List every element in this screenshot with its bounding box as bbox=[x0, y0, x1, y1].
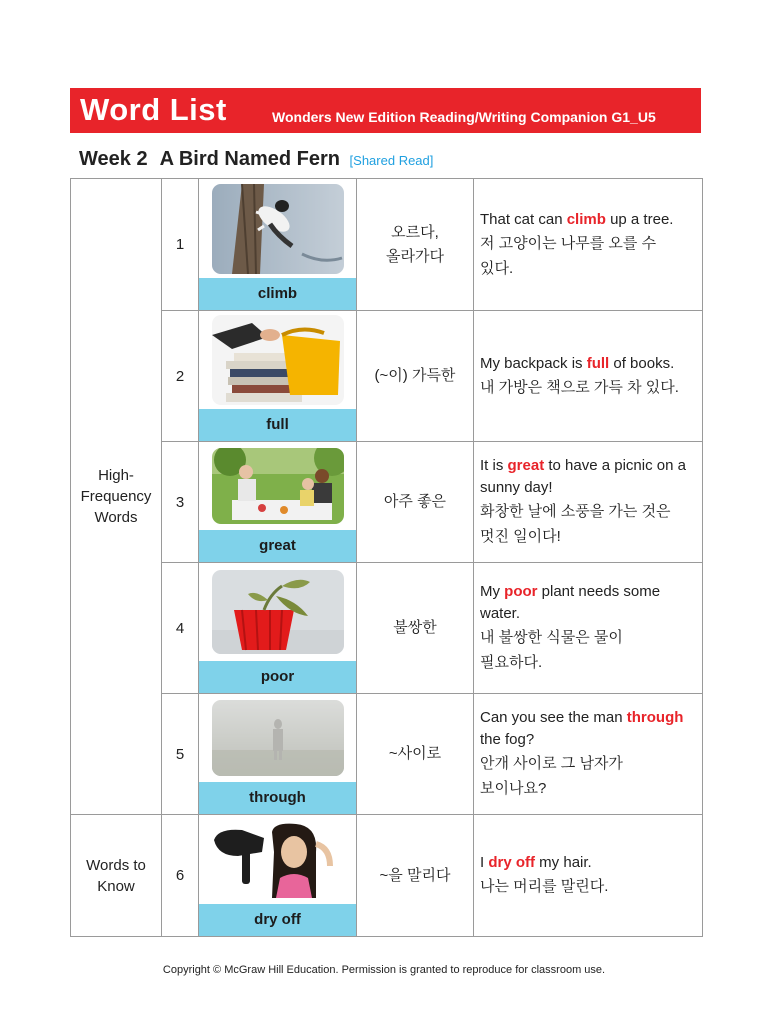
table-row bbox=[71, 694, 703, 815]
korean-meaning: ~사이로 bbox=[357, 694, 474, 815]
word-label: through bbox=[199, 782, 356, 814]
table-row bbox=[71, 311, 703, 442]
word-label: poor bbox=[199, 661, 356, 693]
korean-meaning: 아주 좋은 bbox=[357, 442, 474, 563]
example-sentence-cell bbox=[474, 815, 703, 937]
example-sentence-cell bbox=[474, 694, 703, 815]
copyright-footer: Copyright © McGraw Hill Education. Permission is granted to reproduce for classroom use. bbox=[162, 964, 606, 976]
table-row bbox=[71, 563, 703, 694]
man-in-fog-photo bbox=[212, 700, 344, 776]
category-high-frequency: High- Frequency Words bbox=[71, 179, 162, 815]
girl-hair-dryer-photo bbox=[212, 822, 344, 898]
korean-sentence: 화창한 날에 소풍을 가는 것은 멋진 일이다! bbox=[480, 503, 671, 545]
word-image-cell bbox=[199, 563, 357, 694]
backpack-books-photo bbox=[212, 315, 344, 405]
korean-sentence: 나는 머리를 말린다. bbox=[480, 878, 609, 895]
word-image-cell bbox=[199, 694, 357, 815]
korean-sentence: 내 불쌍한 식물은 물이 필요하다. bbox=[480, 629, 623, 671]
header-banner bbox=[70, 88, 701, 133]
wilted-plant-photo bbox=[212, 570, 344, 654]
korean-sentence: 저 고양이는 나무를 오를 수 있다. bbox=[480, 234, 657, 277]
page-subtitle: Wonders New Edition Reading/Writing Companion G1_U5 bbox=[272, 109, 656, 125]
korean-sentence: 안개 사이로 그 남자가 보이나요? bbox=[480, 755, 623, 797]
row-number: 6 bbox=[162, 815, 199, 937]
table-row bbox=[71, 442, 703, 563]
english-sentence: That cat can climb up a tree. bbox=[480, 210, 674, 228]
korean-sentence: 내 가방은 책으로 가득 차 있다. bbox=[480, 378, 679, 396]
example-sentence-cell bbox=[474, 311, 703, 442]
row-number: 4 bbox=[162, 563, 199, 694]
shared-read-tag: [Shared Read] bbox=[349, 153, 434, 168]
cat-climbing-tree-photo bbox=[212, 184, 344, 274]
week-label: Week 2 bbox=[79, 148, 148, 170]
table-row bbox=[71, 179, 703, 311]
story-title: A Bird Named Fern bbox=[159, 148, 340, 170]
korean-meaning: (~이) 가득한 bbox=[357, 311, 474, 442]
word-label: dry off bbox=[199, 904, 356, 936]
category-words-to-know: Words to Know bbox=[71, 815, 162, 937]
table-row bbox=[71, 815, 703, 937]
word-image-cell bbox=[199, 815, 357, 937]
row-number: 1 bbox=[162, 179, 199, 311]
english-sentence: I dry off my hair. bbox=[480, 854, 592, 871]
english-sentence: Can you see the man through the fog? bbox=[480, 709, 684, 748]
row-number: 3 bbox=[162, 442, 199, 563]
korean-meaning: ~을 말리다 bbox=[357, 815, 474, 937]
example-sentence-cell bbox=[474, 179, 703, 311]
word-label: great bbox=[199, 530, 356, 562]
korean-meaning: 불쌍한 bbox=[357, 563, 474, 694]
row-number: 2 bbox=[162, 311, 199, 442]
family-picnic-photo bbox=[212, 448, 344, 524]
english-sentence: It is great to have a picnic on a sunny day! bbox=[480, 457, 686, 496]
word-image-cell bbox=[199, 179, 357, 311]
page-title: Word List bbox=[80, 92, 227, 127]
english-sentence: My backpack is full of books. bbox=[480, 354, 675, 372]
example-sentence-cell bbox=[474, 563, 703, 694]
english-sentence: My poor plant needs some water. bbox=[480, 583, 661, 622]
word-label: full bbox=[199, 409, 356, 441]
word-table bbox=[70, 178, 703, 937]
word-image-cell bbox=[199, 442, 357, 563]
lesson-heading bbox=[79, 148, 433, 171]
korean-meaning: 오르다, 올라가다 bbox=[357, 179, 474, 311]
row-number: 5 bbox=[162, 694, 199, 815]
word-image-cell bbox=[199, 311, 357, 442]
example-sentence-cell bbox=[474, 442, 703, 563]
word-label: climb bbox=[199, 278, 356, 310]
